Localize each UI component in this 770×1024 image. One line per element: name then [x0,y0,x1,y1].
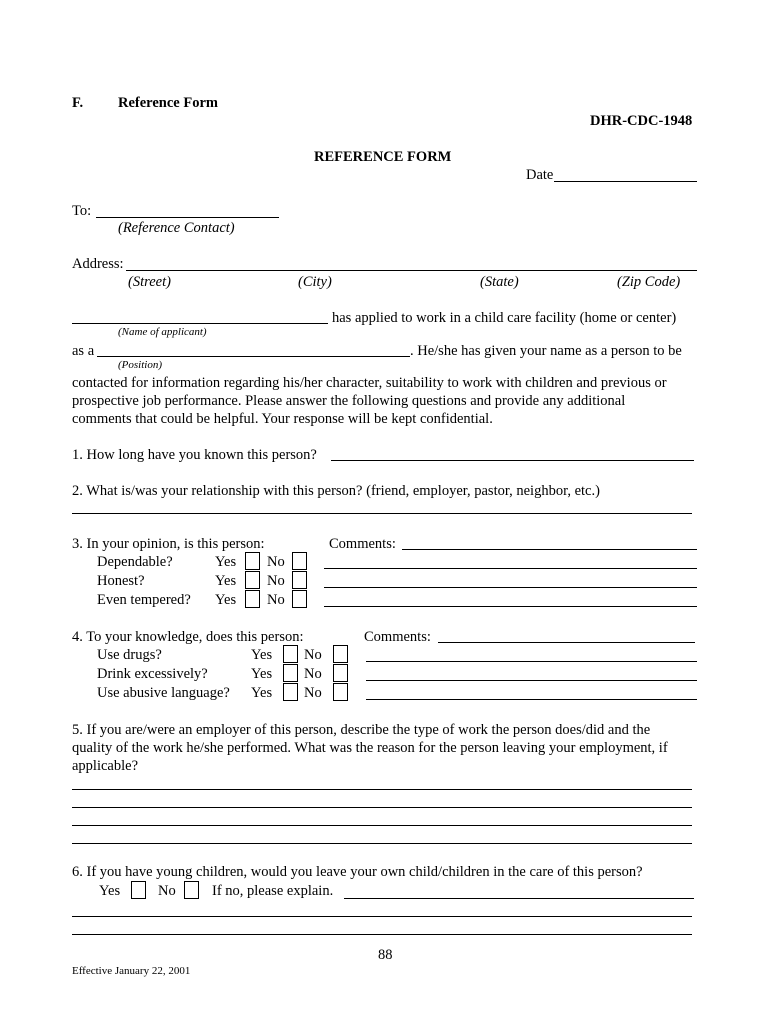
q4-use-abusive-language-no-checkbox[interactable] [333,683,348,701]
question-5-line-1: 5. If you are/were an employer of this person, describe the type of work the person does/did and the [72,722,651,738]
address-label: Address: [72,256,124,272]
q4-yes-label: Yes [251,666,273,682]
q4-no-label: No [304,685,322,701]
q3-yes-label: Yes [215,573,237,589]
q3-item-even-tempered: Even tempered? [97,592,191,608]
q3-dependable-yes-checkbox[interactable] [245,552,260,570]
date-field[interactable] [554,181,697,182]
intro-paragraph-line-2: prospective job performance. Please answer the following questions and provide any additional [72,393,626,409]
q4-use-abusive-language-comment-line[interactable] [366,699,697,700]
q3-honest-comment-line[interactable] [324,587,697,588]
question-5-answer-line[interactable] [72,807,692,808]
q6-no-label: No [158,883,176,899]
q3-item-dependable: Dependable? [97,554,173,570]
q6-yes-checkbox[interactable] [131,881,146,899]
q4-drink-excessively-no-checkbox[interactable] [333,664,348,682]
question-3-comments-label: Comments: [329,536,396,552]
question-4-comments-field[interactable] [438,642,695,643]
applicant-name-field[interactable] [72,323,328,324]
q6-explain-field[interactable] [344,898,694,899]
q3-no-label: No [267,592,285,608]
q6-answer-line[interactable] [72,934,692,935]
question-6: 6. If you have young children, would you leave your own child/children in the care of this person? [72,864,643,880]
applied-text: has applied to work in a child care facility (home or center) [332,310,677,326]
intro-paragraph-line-3: comments that could be helpful. Your response will be kept confidential. [72,411,493,427]
q4-yes-label: Yes [251,647,273,663]
q3-no-label: No [267,554,285,570]
question-5-line-3: applicable? [72,758,139,774]
given-text: . He/she has given your name as a person to be [410,343,682,359]
section-title: Reference Form [118,95,218,111]
q3-even-tempered-no-checkbox[interactable] [292,590,307,608]
reference-contact-field[interactable] [96,217,279,218]
form-code: DHR-CDC-1948 [590,113,693,129]
q4-drink-excessively-comment-line[interactable] [366,680,697,681]
question-4-comments-label: Comments: [364,629,431,645]
question-4: 4. To your knowledge, does this person: [72,629,304,645]
q3-yes-label: Yes [215,592,237,608]
q3-honest-yes-checkbox[interactable] [245,571,260,589]
zip-label: (Zip Code) [617,274,681,290]
question-2: 2. What is/was your relationship with this person? (friend, employer, pastor, neighbor, etc.) [72,483,600,499]
q3-yes-label: Yes [215,554,237,570]
position-field[interactable] [97,356,410,357]
q4-item-use-abusive-language: Use abusive language? [97,685,230,701]
question-5-line-2: quality of the work he/she performed. What was the reason for the person leaving your employment, if [72,740,668,756]
address-field[interactable] [126,270,697,271]
q3-no-label: No [267,573,285,589]
to-label: To: [72,203,92,219]
q4-use-abusive-language-yes-checkbox[interactable] [283,683,298,701]
section-letter: F. [72,95,84,111]
q4-use-drugs-no-checkbox[interactable] [333,645,348,663]
q3-dependable-no-checkbox[interactable] [292,552,307,570]
position-label: (Position) [118,359,162,371]
q4-item-use-drugs: Use drugs? [97,647,162,663]
q4-drink-excessively-yes-checkbox[interactable] [283,664,298,682]
q3-dependable-comment-line[interactable] [324,568,697,569]
street-label: (Street) [128,274,171,290]
q6-answer-line[interactable] [72,916,692,917]
q6-yes-label: Yes [99,883,121,899]
question-1: 1. How long have you known this person? [72,447,317,463]
q6-explain-label: If no, please explain. [212,883,334,899]
q3-honest-no-checkbox[interactable] [292,571,307,589]
q4-no-label: No [304,666,322,682]
effective-date: Effective January 22, 2001 [72,965,191,977]
form-title: REFERENCE FORM [314,149,452,165]
question-3-comments-field[interactable] [402,549,697,550]
page-number: 88 [378,947,393,963]
question-1-answer-field[interactable] [331,460,694,461]
q4-no-label: No [304,647,322,663]
intro-paragraph-line-1: contacted for information regarding his/her character, suitability to work with children and previous or [72,375,667,391]
question-5-answer-line[interactable] [72,843,692,844]
q6-no-checkbox[interactable] [184,881,199,899]
question-3: 3. In your opinion, is this person: [72,536,265,552]
q4-use-drugs-comment-line[interactable] [366,661,697,662]
q3-even-tempered-yes-checkbox[interactable] [245,590,260,608]
applicant-name-label: (Name of applicant) [118,326,207,338]
q4-use-drugs-yes-checkbox[interactable] [283,645,298,663]
as-a-text: as a [72,343,95,359]
state-label: (State) [480,274,519,290]
date-label: Date [526,167,554,183]
city-label: (City) [298,274,332,290]
question-5-answer-line[interactable] [72,825,692,826]
q3-item-honest: Honest? [97,573,145,589]
reference-contact-label: (Reference Contact) [118,220,235,236]
q4-item-drink-excessively: Drink excessively? [97,666,208,682]
question-2-answer-field[interactable] [72,513,692,514]
question-5-answer-line[interactable] [72,789,692,790]
q4-yes-label: Yes [251,685,273,701]
q3-even-tempered-comment-line[interactable] [324,606,697,607]
